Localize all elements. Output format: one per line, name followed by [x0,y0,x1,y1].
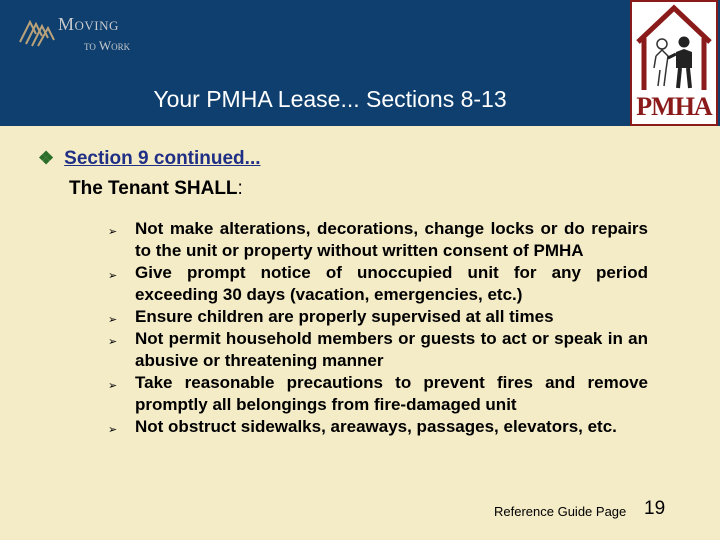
slide-title: Your PMHA Lease... Sections 8-13 [153,86,507,112]
list-item [108,262,648,306]
section-heading [38,148,261,170]
mtw-logo-line1: Moving [58,14,119,34]
arrow-bullet-icon: ➢ [108,226,118,238]
page-number: 19 [644,498,666,519]
list-item [108,328,648,372]
list-item-text: Give prompt notice of unoccupied unit for any period exceeding 30 days (vacation, emergencies, etc.) [135,263,648,304]
pmha-logo-text: PMHA [636,92,712,121]
reference-guide-label: Reference Guide Page [494,504,627,519]
arrow-bullet-icon: ➢ [108,424,118,436]
house-family-icon [632,2,716,92]
list-item [108,416,648,438]
mtw-logo-line2: to Work [84,38,131,53]
subheading-text: The Tenant SHALL [69,178,238,199]
bullet-list [108,218,648,438]
list-item-text: Not permit household members or guests to act or speak in an abusive or threatening manner [135,329,648,370]
section-heading-text: Section 9 continued... [64,148,261,169]
subheading [69,178,243,200]
list-item [108,372,648,416]
diamond-bullet-icon: ❖ [38,148,55,168]
list-item-text: Ensure children are properly supervised at all times [135,307,554,326]
list-item-text: Take reasonable precautions to prevent fires and remove promptly all belongings from fire-damaged unit [135,373,648,414]
moving-to-work-logo [18,8,158,58]
list-item-text: Not obstruct sidewalks, areaways, passages, elevators, etc. [135,417,617,436]
slide-body [0,126,720,540]
arrow-bullet-icon: ➢ [108,336,118,348]
pmha-logo [630,0,718,126]
list-item [108,306,648,328]
arrow-bullet-icon: ➢ [108,314,118,326]
arrow-bullet-icon: ➢ [108,380,118,392]
arrow-bullet-icon: ➢ [108,270,118,282]
list-item [108,218,648,262]
list-item-text: Not make alterations, decorations, change locks or do repairs to the unit or property without written consent of PMHA [135,219,648,260]
subheading-colon: : [237,178,243,199]
header-banner [0,0,720,126]
moving-to-work-emblem-icon [18,12,58,52]
